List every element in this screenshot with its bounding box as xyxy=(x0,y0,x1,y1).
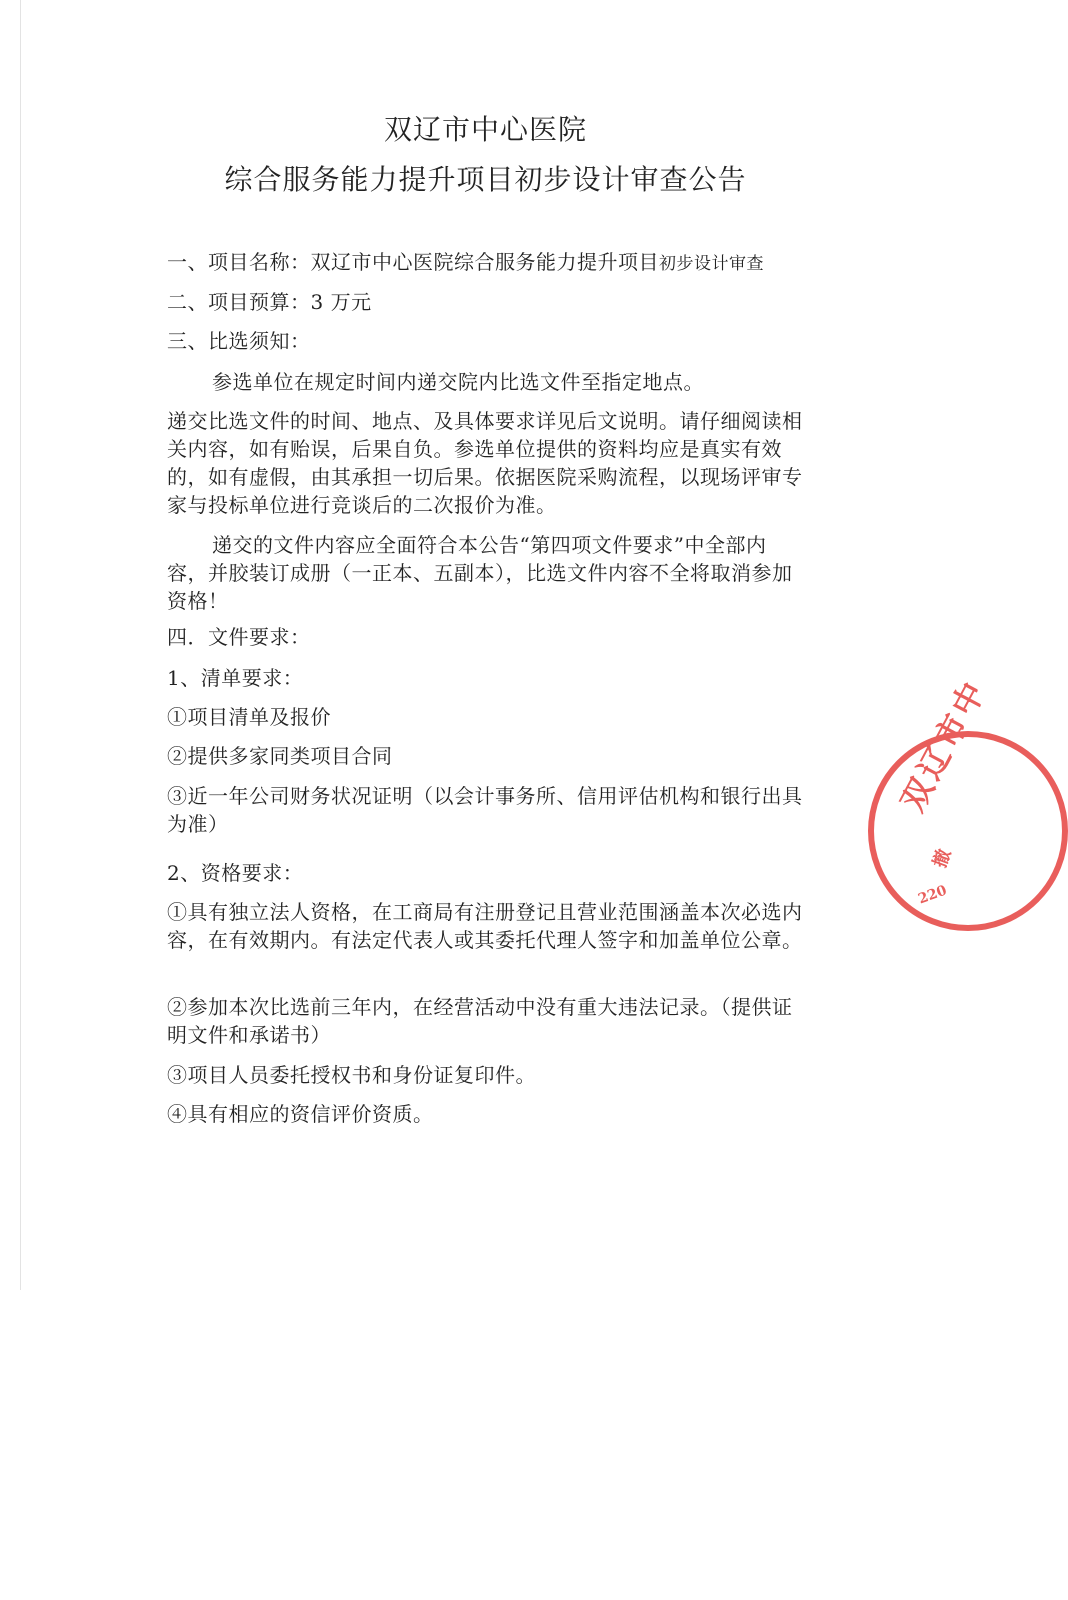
project-name-value-tail: 初步设计审查 xyxy=(659,254,764,274)
seal-number: 220 xyxy=(916,882,950,908)
checklist-item: ②提供多家同类项目合同 xyxy=(167,744,393,768)
project-name-line xyxy=(167,248,807,278)
project-name-label: 一、项目名称： xyxy=(167,250,311,274)
official-seal-stamp xyxy=(868,672,1068,931)
qualification-item: ③项目人员委托授权书和身份证复印件。 xyxy=(167,1063,536,1087)
notice-paragraph-2: 递交比选文件的时间、地点、及具体要求详见后文说明。请仔细阅读相关内容，如有贻误，后果自负。参选单位提供的资料均应是真实有效的，如有虚假，由其承担一切后果。依据医院采购流程，以现场评审专家与投标单位进行竞谈后的二次报价为准。 xyxy=(167,409,803,517)
notice-paragraph-1: 参选单位在规定时间内递交院内比选文件至指定地点。 xyxy=(212,370,704,394)
file-requirements-heading: 四．文件要求： xyxy=(167,625,311,649)
document-title-line1: 双辽市中心医院 xyxy=(383,113,587,146)
notice-paragraph-3: 递交的文件内容应全面符合本公告“第四项文件要求”中全部内容，并胶装订成册（一正本、五副本），比选文件内容不全将取消参加资格！ xyxy=(167,533,793,613)
qualification-item: ②参加本次比选前三年内，在经营活动中没有重大违法记录。（提供证明文件和承诺书） xyxy=(167,995,793,1047)
selection-notice-heading: 三、比选须知： xyxy=(167,329,311,353)
project-budget-line xyxy=(167,288,807,316)
qualification-item: ④具有相应的资信评价资质。 xyxy=(167,1102,434,1126)
checklist-item: ①项目清单及报价 xyxy=(167,705,331,729)
project-name-value: 双辽市中心医院综合服务能力提升项目 xyxy=(310,250,659,274)
project-budget-value: 3 万元 xyxy=(310,290,372,314)
checklist-requirements-heading: 1、清单要求： xyxy=(167,666,304,690)
project-budget-label: 二、项目预算： xyxy=(167,290,311,314)
seal-mark: 撤 xyxy=(929,846,956,871)
qualification-item: ①具有独立法人资格，在工商局有注册登记且营业范围涵盖本次必选内容，在有效期内。有法定代表人或其委托代理人签字和加盖单位公章。 xyxy=(167,900,803,952)
checklist-item: ③近一年公司财务状况证明（以会计事务所、信用评估机构和银行出具为准） xyxy=(167,784,803,836)
document-title-line2: 综合服务能力提升项目初步设计审查公告 xyxy=(224,163,747,196)
seal-text: 双辽市中 xyxy=(893,672,995,818)
qualification-requirements-heading: 2、资格要求： xyxy=(167,861,304,885)
